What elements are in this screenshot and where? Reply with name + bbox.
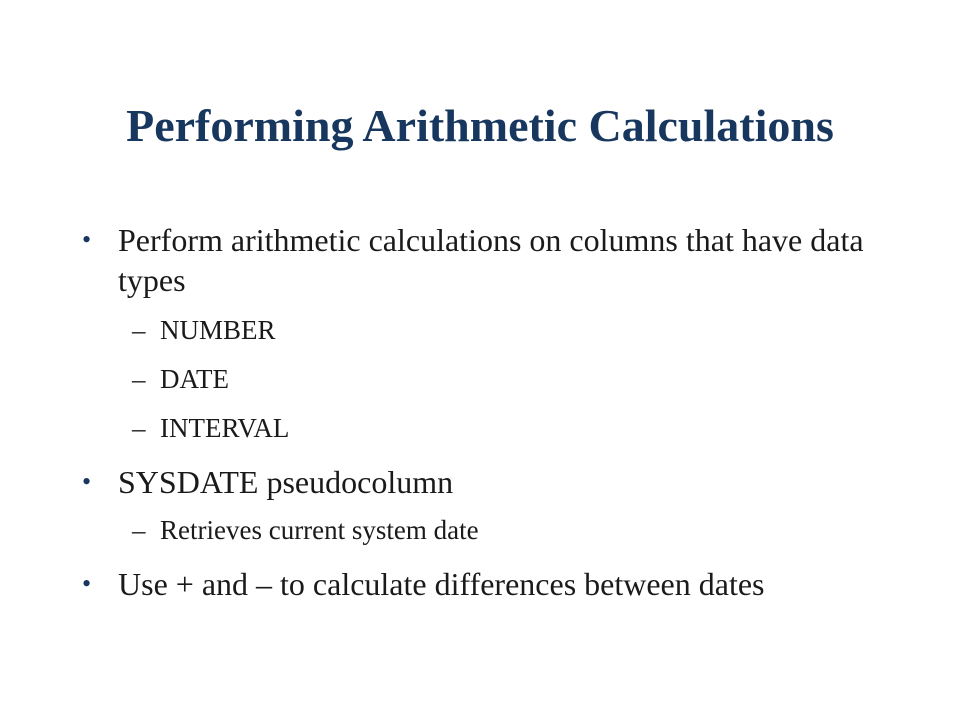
sub-item-text: Retrieves current system date: [160, 515, 479, 545]
bullet-item: [82, 564, 882, 604]
bullet-text: Use + and – to calculate differences between dates: [118, 566, 765, 602]
bullet-dot-icon: •: [82, 569, 92, 598]
dash-icon: –: [132, 515, 146, 545]
bullet-item: [82, 220, 882, 300]
bullet-item: [82, 462, 882, 502]
bullet-text: Perform arithmetic calculations on columns that have data types: [118, 222, 864, 298]
sub-item: [82, 514, 882, 546]
sub-item-text: NUMBER: [160, 315, 276, 345]
slide-title: Performing Arithmetic Calculations: [126, 100, 834, 151]
bullet-dot-icon: •: [82, 225, 92, 254]
bullet-dot-icon: •: [82, 467, 92, 496]
dash-icon: –: [132, 315, 146, 345]
sub-item: [82, 363, 882, 395]
dash-icon: –: [132, 413, 146, 443]
sub-item: [82, 314, 882, 346]
slide-content: [82, 220, 882, 616]
sub-item-text: INTERVAL: [160, 413, 290, 443]
sub-item-text: DATE: [160, 364, 229, 394]
dash-icon: –: [132, 364, 146, 394]
sub-item: [82, 412, 882, 444]
bullet-text: SYSDATE pseudocolumn: [118, 464, 454, 500]
